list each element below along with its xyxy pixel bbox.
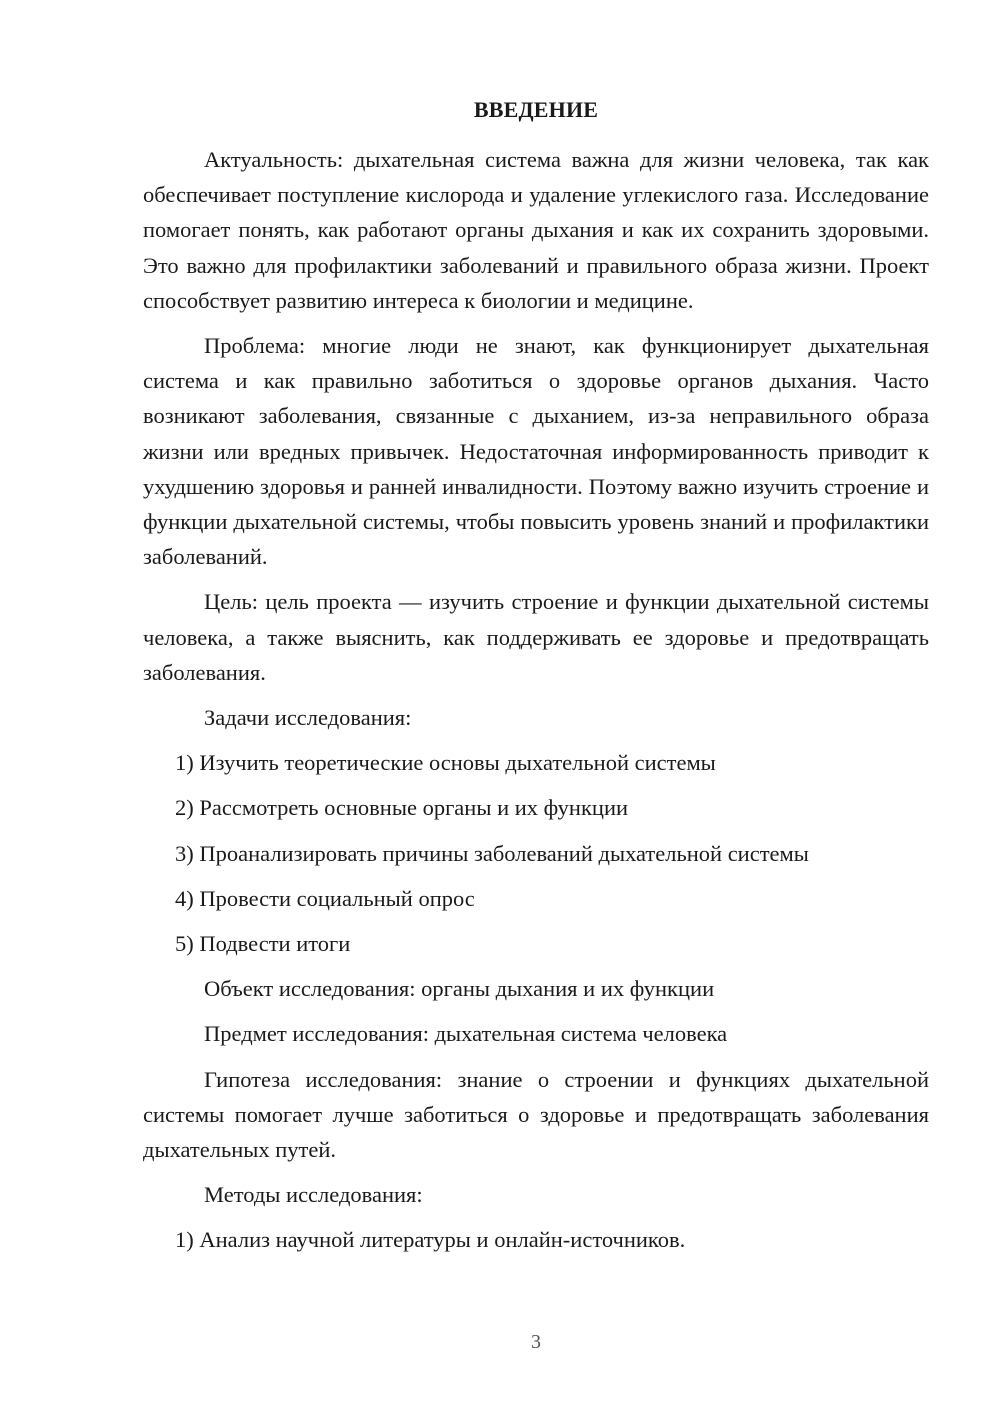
list-item-method-1: 1) Анализ научной литературы и онлайн-источников. <box>175 1227 686 1253</box>
paragraph-object: Объект исследования: органы дыхания и их функции <box>204 976 715 1002</box>
paragraph-problem: Проблема: многие люди не знают, как функционирует дыхательная система и как правильно заботиться о здоровье органов дыхания. Часто возникают заболевания, связанные с дыханием, из-за неправильного образа жизни или вредных привычек. Недостаточная информированность приводит к ухудшению здоровья и ранней инвалидности. Поэтому важно изучить строение и функции дыхательной системы, чтобы повысить уровень знаний и профилактики заболеваний. <box>143 333 929 570</box>
tasks-title: Задачи исследования: <box>204 705 412 731</box>
list-item-task-1: 1) Изучить теоретические основы дыхательной системы <box>175 750 716 776</box>
list-item-task-4: 4) Провести социальный опрос <box>175 885 475 911</box>
paragraph-goal: Цель: цель проекта — изучить строение и функции дыхательной системы человека, а также выяснить, как поддерживать ее здоровье и предотвращать заболевания. <box>143 589 929 685</box>
list-item-task-3: 3) Проанализировать причины заболеваний дыхательной системы <box>175 840 809 866</box>
document-body <box>143 142 929 1258</box>
paragraph-subject: Предмет исследования: дыхательная система человека <box>204 1021 728 1047</box>
paragraph-hypothesis: Гипотеза исследования: знание о строении и функциях дыхательной системы помогает лучше заботиться о здоровье и предотвращать заболевания дыхательных путей. <box>143 1066 929 1163</box>
paragraph-relevance: Актуальность: дыхательная система важна для жизни человека, так как обеспечивает поступление кислорода и удаление углекислого газа. Исследование помогает понять, как работают органы дыхания и как их сохранить здоровыми. Это важно для профилактики заболеваний и правильного образа жизни. Проект способствует развитию интереса к биологии и медицине. <box>143 147 929 313</box>
methods-title: Методы исследования: <box>204 1182 423 1208</box>
list-item-task-2: 2) Рассмотреть основные органы и их функции <box>175 795 629 821</box>
page-title: ВВЕДЕНИЕ <box>473 97 599 122</box>
list-item-task-5: 5) Подвести итоги <box>175 931 351 957</box>
page-number: 3 <box>531 1331 541 1353</box>
